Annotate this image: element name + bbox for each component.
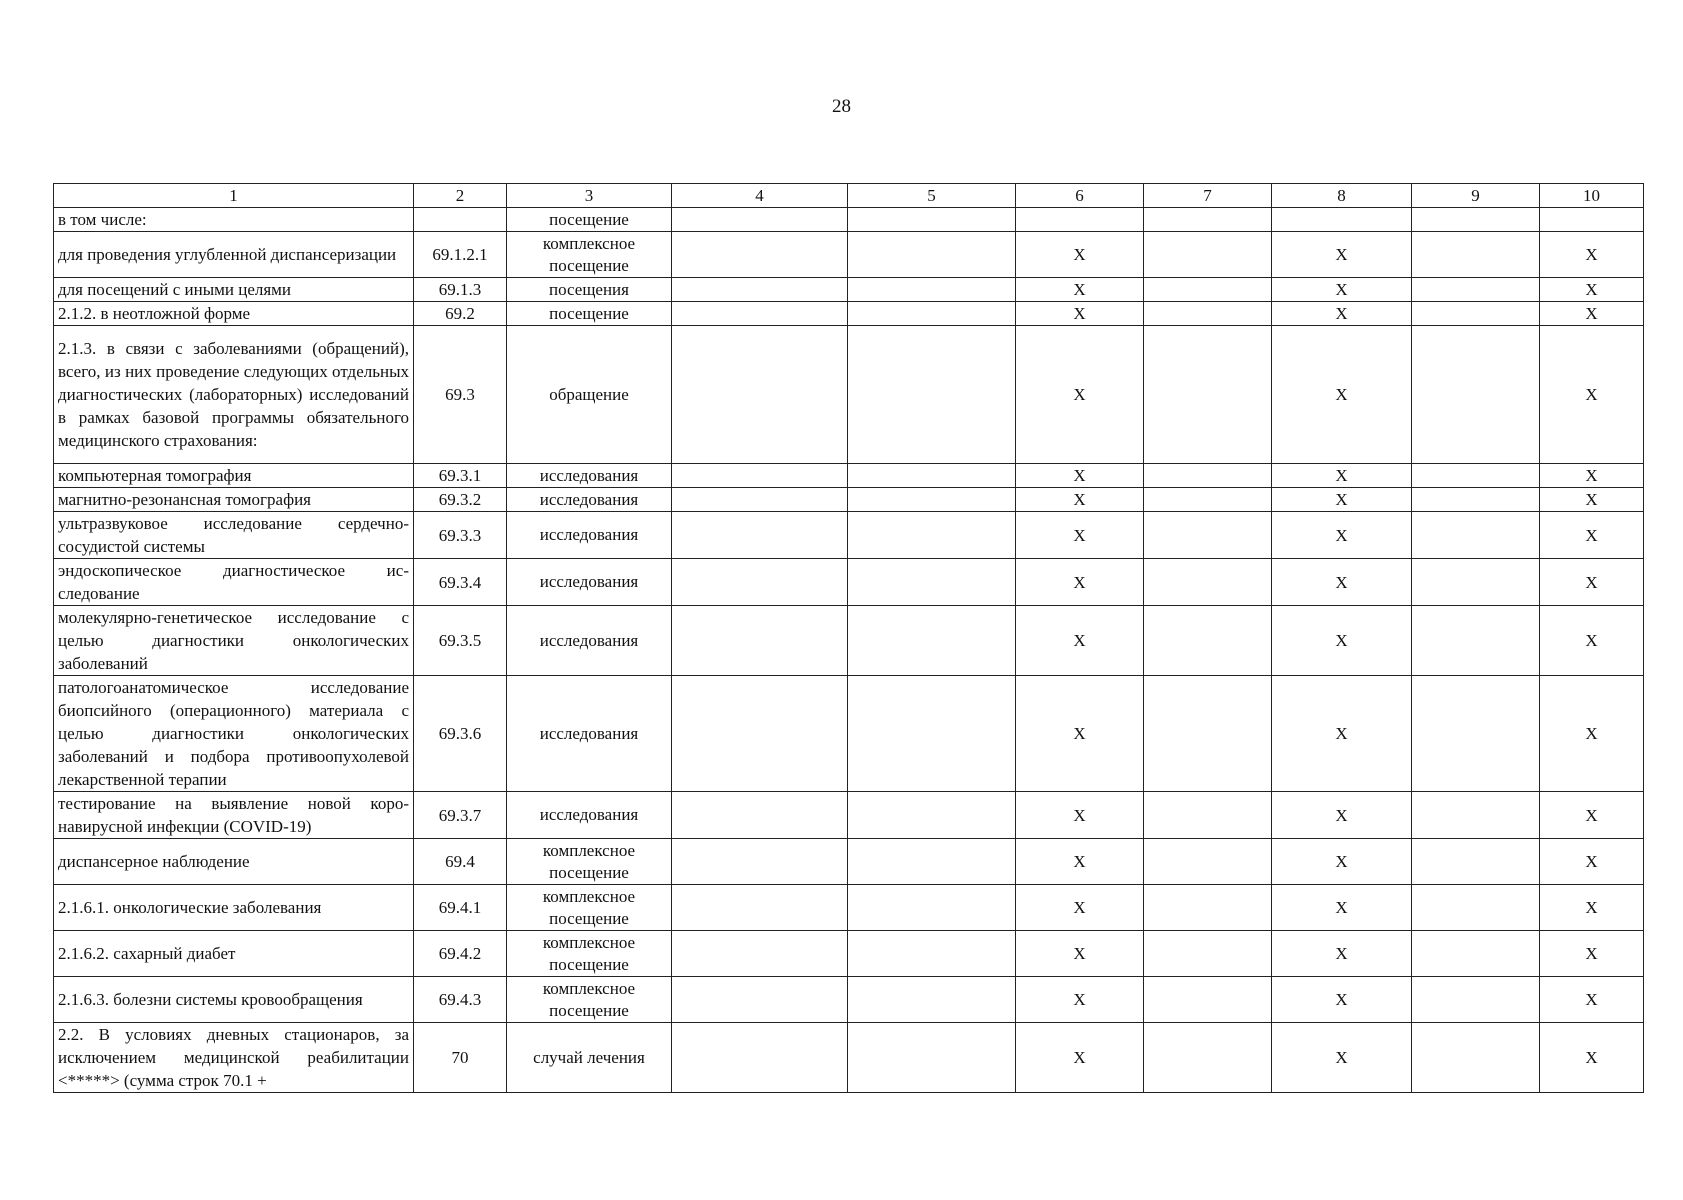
cell-unit: посещение bbox=[507, 302, 672, 326]
cell-col-9 bbox=[1412, 512, 1540, 559]
cell-col-10: X bbox=[1540, 512, 1644, 559]
cell-col-6: X bbox=[1016, 512, 1144, 559]
cell-col-4 bbox=[672, 278, 848, 302]
cell-unit: исследования bbox=[507, 559, 672, 606]
cell-col-5 bbox=[848, 208, 1016, 232]
cell-unit: комплексное посещение bbox=[507, 232, 672, 278]
cell-col-10: X bbox=[1540, 606, 1644, 676]
cell-col-5 bbox=[848, 464, 1016, 488]
cell-col-6: X bbox=[1016, 676, 1144, 792]
cell-col-4 bbox=[672, 512, 848, 559]
table-row bbox=[54, 792, 1644, 839]
cell-col-10: X bbox=[1540, 302, 1644, 326]
table-row bbox=[54, 931, 1644, 977]
cell-col-10: X bbox=[1540, 977, 1644, 1023]
cell-line-code: 69.4.1 bbox=[414, 885, 507, 931]
cell-description: магнитно-резонансная томография bbox=[54, 488, 414, 512]
table-row bbox=[54, 885, 1644, 931]
cell-line-code: 69.2 bbox=[414, 302, 507, 326]
cell-unit: исследования bbox=[507, 488, 672, 512]
cell-col-4 bbox=[672, 606, 848, 676]
cell-description: диспансерное наблюдение bbox=[54, 839, 414, 885]
cell-col-6: X bbox=[1016, 792, 1144, 839]
cell-col-10: X bbox=[1540, 278, 1644, 302]
cell-col-6: X bbox=[1016, 839, 1144, 885]
cell-description: для проведения углубленной диспансеризации bbox=[54, 232, 414, 278]
cell-col-10: X bbox=[1540, 559, 1644, 606]
cell-col-4 bbox=[672, 302, 848, 326]
cell-col-8: X bbox=[1272, 232, 1412, 278]
services-table bbox=[53, 183, 1644, 1093]
cell-col-8: X bbox=[1272, 488, 1412, 512]
cell-col-10: X bbox=[1540, 232, 1644, 278]
cell-col-6: X bbox=[1016, 326, 1144, 464]
cell-col-10: X bbox=[1540, 488, 1644, 512]
cell-col-10: X bbox=[1540, 326, 1644, 464]
column-number-6: 6 bbox=[1016, 184, 1144, 208]
column-number-1: 1 bbox=[54, 184, 414, 208]
cell-col-5 bbox=[848, 232, 1016, 278]
cell-unit: комплексное посещение bbox=[507, 977, 672, 1023]
cell-line-code: 69.3.3 bbox=[414, 512, 507, 559]
cell-col-7 bbox=[1144, 208, 1272, 232]
cell-col-10: X bbox=[1540, 792, 1644, 839]
cell-col-6: X bbox=[1016, 488, 1144, 512]
cell-col-10 bbox=[1540, 208, 1644, 232]
cell-description: в том числе: bbox=[54, 208, 414, 232]
cell-col-9 bbox=[1412, 488, 1540, 512]
cell-col-5 bbox=[848, 885, 1016, 931]
cell-col-7 bbox=[1144, 488, 1272, 512]
table-row bbox=[54, 278, 1644, 302]
cell-col-4 bbox=[672, 977, 848, 1023]
cell-col-7 bbox=[1144, 792, 1272, 839]
cell-line-code: 69.3 bbox=[414, 326, 507, 464]
cell-col-5 bbox=[848, 559, 1016, 606]
cell-line-code: 69.3.4 bbox=[414, 559, 507, 606]
cell-col-5 bbox=[848, 488, 1016, 512]
cell-col-7 bbox=[1144, 885, 1272, 931]
cell-col-6 bbox=[1016, 208, 1144, 232]
cell-col-8: X bbox=[1272, 302, 1412, 326]
table-row bbox=[54, 232, 1644, 278]
cell-unit: исследования bbox=[507, 606, 672, 676]
cell-col-9 bbox=[1412, 676, 1540, 792]
column-number-2: 2 bbox=[414, 184, 507, 208]
cell-col-7 bbox=[1144, 278, 1272, 302]
cell-col-6: X bbox=[1016, 606, 1144, 676]
cell-description: 2.1.6.2. сахарный диабет bbox=[54, 931, 414, 977]
table-row bbox=[54, 606, 1644, 676]
cell-description: патологоанатомическое исследование биопсийного (операционного) материала с целью диагностики онкологических заболеваний и подбора противоопухолевой лекарственной терапии bbox=[54, 676, 414, 792]
column-number-4: 4 bbox=[672, 184, 848, 208]
cell-unit: случай лечения bbox=[507, 1023, 672, 1093]
cell-line-code: 69.3.1 bbox=[414, 464, 507, 488]
cell-col-9 bbox=[1412, 977, 1540, 1023]
cell-line-code: 69.3.6 bbox=[414, 676, 507, 792]
table-row bbox=[54, 977, 1644, 1023]
cell-col-8: X bbox=[1272, 931, 1412, 977]
cell-col-9 bbox=[1412, 232, 1540, 278]
cell-col-10: X bbox=[1540, 885, 1644, 931]
cell-line-code: 69.3.2 bbox=[414, 488, 507, 512]
cell-col-10: X bbox=[1540, 839, 1644, 885]
cell-col-7 bbox=[1144, 512, 1272, 559]
cell-col-5 bbox=[848, 839, 1016, 885]
cell-col-7 bbox=[1144, 302, 1272, 326]
cell-col-9 bbox=[1412, 792, 1540, 839]
cell-description: для посещений с иными целями bbox=[54, 278, 414, 302]
cell-unit: комплексное посещение bbox=[507, 839, 672, 885]
table-row bbox=[54, 302, 1644, 326]
cell-col-8: X bbox=[1272, 326, 1412, 464]
column-number-5: 5 bbox=[848, 184, 1016, 208]
cell-col-7 bbox=[1144, 676, 1272, 792]
table-row bbox=[54, 676, 1644, 792]
column-number-7: 7 bbox=[1144, 184, 1272, 208]
cell-col-7 bbox=[1144, 464, 1272, 488]
cell-col-9 bbox=[1412, 885, 1540, 931]
cell-col-5 bbox=[848, 676, 1016, 792]
cell-col-6: X bbox=[1016, 278, 1144, 302]
cell-col-4 bbox=[672, 931, 848, 977]
cell-line-code bbox=[414, 208, 507, 232]
cell-description: 2.2. В условиях дневных стационаров, за исключением медицинской реабилитации <*****> (сумма строк 70.1 + bbox=[54, 1023, 414, 1093]
cell-col-8: X bbox=[1272, 885, 1412, 931]
cell-col-6: X bbox=[1016, 302, 1144, 326]
cell-col-8: X bbox=[1272, 278, 1412, 302]
cell-col-4 bbox=[672, 885, 848, 931]
cell-col-4 bbox=[672, 464, 848, 488]
cell-col-5 bbox=[848, 326, 1016, 464]
cell-col-9 bbox=[1412, 278, 1540, 302]
cell-col-9 bbox=[1412, 208, 1540, 232]
cell-col-9 bbox=[1412, 1023, 1540, 1093]
cell-col-9 bbox=[1412, 839, 1540, 885]
table-row bbox=[54, 326, 1644, 464]
cell-col-5 bbox=[848, 606, 1016, 676]
cell-description: 2.1.3. в связи с заболеваниями (обращений), всего, из них проведение следующих отдельных диагностических (лабораторных) исследований в рамках базовой программы обязательного медицинского страхования: bbox=[54, 326, 414, 464]
table-row bbox=[54, 559, 1644, 606]
cell-col-8: X bbox=[1272, 676, 1412, 792]
cell-description: тестирование на выявление новой коронавирусной инфекции (COVID-19) bbox=[54, 792, 414, 839]
cell-description: эндоскопическое диагностическое исследование bbox=[54, 559, 414, 606]
cell-col-10: X bbox=[1540, 676, 1644, 792]
cell-col-9 bbox=[1412, 326, 1540, 464]
cell-description: ультразвуковое исследование сердечнососудистой системы bbox=[54, 512, 414, 559]
cell-line-code: 70 bbox=[414, 1023, 507, 1093]
column-number-9: 9 bbox=[1412, 184, 1540, 208]
cell-unit: исследования bbox=[507, 676, 672, 792]
table-row bbox=[54, 488, 1644, 512]
cell-col-9 bbox=[1412, 931, 1540, 977]
cell-unit: исследования bbox=[507, 464, 672, 488]
cell-col-7 bbox=[1144, 559, 1272, 606]
cell-col-9 bbox=[1412, 559, 1540, 606]
table-body bbox=[54, 184, 1644, 1093]
cell-line-code: 69.4 bbox=[414, 839, 507, 885]
cell-col-4 bbox=[672, 1023, 848, 1093]
cell-col-7 bbox=[1144, 326, 1272, 464]
cell-col-4 bbox=[672, 839, 848, 885]
cell-col-5 bbox=[848, 977, 1016, 1023]
cell-col-9 bbox=[1412, 464, 1540, 488]
cell-line-code: 69.3.7 bbox=[414, 792, 507, 839]
cell-col-8: X bbox=[1272, 977, 1412, 1023]
table-row bbox=[54, 512, 1644, 559]
cell-col-7 bbox=[1144, 1023, 1272, 1093]
cell-col-4 bbox=[672, 208, 848, 232]
cell-col-4 bbox=[672, 676, 848, 792]
cell-description: компьютерная томография bbox=[54, 464, 414, 488]
column-number-3: 3 bbox=[507, 184, 672, 208]
cell-col-6: X bbox=[1016, 464, 1144, 488]
column-number-10: 10 bbox=[1540, 184, 1644, 208]
cell-col-6: X bbox=[1016, 931, 1144, 977]
cell-col-8: X bbox=[1272, 606, 1412, 676]
cell-col-7 bbox=[1144, 931, 1272, 977]
cell-col-5 bbox=[848, 512, 1016, 559]
cell-col-4 bbox=[672, 792, 848, 839]
cell-col-6: X bbox=[1016, 232, 1144, 278]
cell-col-5 bbox=[848, 302, 1016, 326]
cell-col-5 bbox=[848, 278, 1016, 302]
column-number-8: 8 bbox=[1272, 184, 1412, 208]
cell-description: 2.1.6.1. онкологические заболевания bbox=[54, 885, 414, 931]
cell-col-7 bbox=[1144, 977, 1272, 1023]
cell-unit: посещения bbox=[507, 278, 672, 302]
cell-col-10: X bbox=[1540, 931, 1644, 977]
cell-col-5 bbox=[848, 931, 1016, 977]
cell-col-4 bbox=[672, 232, 848, 278]
table-row bbox=[54, 839, 1644, 885]
cell-col-4 bbox=[672, 488, 848, 512]
cell-col-6: X bbox=[1016, 977, 1144, 1023]
cell-col-8: X bbox=[1272, 512, 1412, 559]
cell-col-6: X bbox=[1016, 1023, 1144, 1093]
cell-col-7 bbox=[1144, 232, 1272, 278]
cell-col-6: X bbox=[1016, 885, 1144, 931]
cell-col-5 bbox=[848, 792, 1016, 839]
table-row bbox=[54, 1023, 1644, 1093]
cell-unit: посещение bbox=[507, 208, 672, 232]
cell-col-9 bbox=[1412, 606, 1540, 676]
cell-unit: исследования bbox=[507, 512, 672, 559]
cell-col-7 bbox=[1144, 606, 1272, 676]
cell-line-code: 69.1.2.1 bbox=[414, 232, 507, 278]
cell-col-7 bbox=[1144, 839, 1272, 885]
cell-col-8: X bbox=[1272, 464, 1412, 488]
cell-col-8: X bbox=[1272, 792, 1412, 839]
cell-unit: обращение bbox=[507, 326, 672, 464]
cell-col-10: X bbox=[1540, 1023, 1644, 1093]
cell-unit: комплексное посещение bbox=[507, 931, 672, 977]
cell-col-8: X bbox=[1272, 839, 1412, 885]
table-row bbox=[54, 464, 1644, 488]
column-number-row bbox=[54, 184, 1644, 208]
cell-col-4 bbox=[672, 559, 848, 606]
cell-description: 2.1.6.3. болезни системы кровообращения bbox=[54, 977, 414, 1023]
cell-line-code: 69.4.3 bbox=[414, 977, 507, 1023]
cell-description: молекулярно-генетическое исследование с целью диагностики онкологических заболеваний bbox=[54, 606, 414, 676]
cell-line-code: 69.4.2 bbox=[414, 931, 507, 977]
cell-col-8: X bbox=[1272, 559, 1412, 606]
cell-col-8 bbox=[1272, 208, 1412, 232]
cell-line-code: 69.1.3 bbox=[414, 278, 507, 302]
cell-unit: исследования bbox=[507, 792, 672, 839]
cell-col-6: X bbox=[1016, 559, 1144, 606]
cell-col-8: X bbox=[1272, 1023, 1412, 1093]
cell-col-10: X bbox=[1540, 464, 1644, 488]
cell-col-9 bbox=[1412, 302, 1540, 326]
cell-unit: комплексное посещение bbox=[507, 885, 672, 931]
cell-line-code: 69.3.5 bbox=[414, 606, 507, 676]
table-row bbox=[54, 208, 1644, 232]
cell-col-4 bbox=[672, 326, 848, 464]
cell-col-5 bbox=[848, 1023, 1016, 1093]
cell-description: 2.1.2. в неотложной форме bbox=[54, 302, 414, 326]
page-number: 28 bbox=[832, 96, 851, 117]
